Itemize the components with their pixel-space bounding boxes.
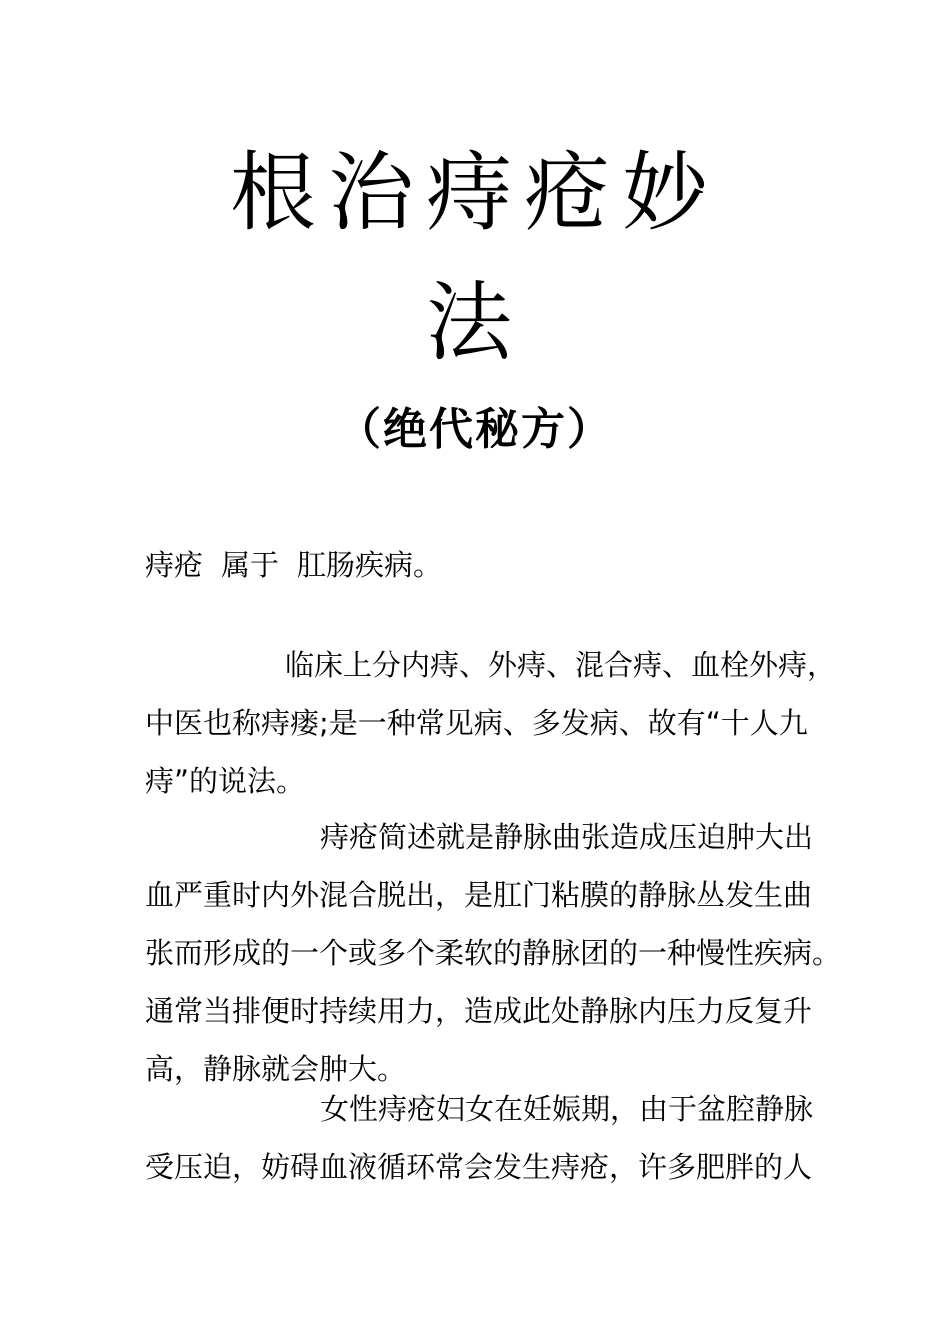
paragraph-description — [145, 808, 842, 1098]
paragraph-female-causes — [145, 1080, 825, 1196]
paragraph-line: 女性痔疮妇女在妊娠期，由于盆腔静脉 — [320, 1092, 814, 1126]
subtitle: （绝代秘方） — [337, 404, 613, 455]
paragraph-line: 高，静脉就会肿大。 — [145, 1052, 407, 1086]
paragraph-line: 张而形成的一个或多个柔软的静脉团的一种慢性疾病。 — [145, 936, 842, 970]
intro-category: 肛肠疾病。 — [297, 548, 443, 582]
title-line-1: 根治痔疮妙 — [230, 143, 720, 243]
intro-term: 痔疮 — [145, 548, 204, 582]
paragraph-line: 血严重时内外混合脱出，是肛门粘膜的静脉丛发生曲 — [145, 878, 813, 912]
paragraph-line: 痔”的说法。 — [145, 764, 306, 798]
paragraph-line: 受压迫，妨碍血液循环常会发生痔疮，许多肥胖的人 — [145, 1150, 813, 1184]
title-line-2: 法 — [426, 273, 524, 373]
intro-verb: 属于 — [221, 548, 280, 582]
paragraph-line: 通常当排便时持续用力，造成此处静脉内压力反复升 — [145, 994, 813, 1028]
paragraph-classification — [145, 636, 837, 810]
paragraph-line: 中医也称痔瘘;是一种常见病、多发病、故有“十人九 — [145, 706, 808, 740]
paragraph-line: 临床上分内痔、外痔、混合痔、血栓外痔， — [285, 648, 837, 682]
paragraph-line: 痔疮简述就是静脉曲张造成压迫肿大出 — [320, 820, 814, 854]
intro-line — [145, 548, 442, 583]
